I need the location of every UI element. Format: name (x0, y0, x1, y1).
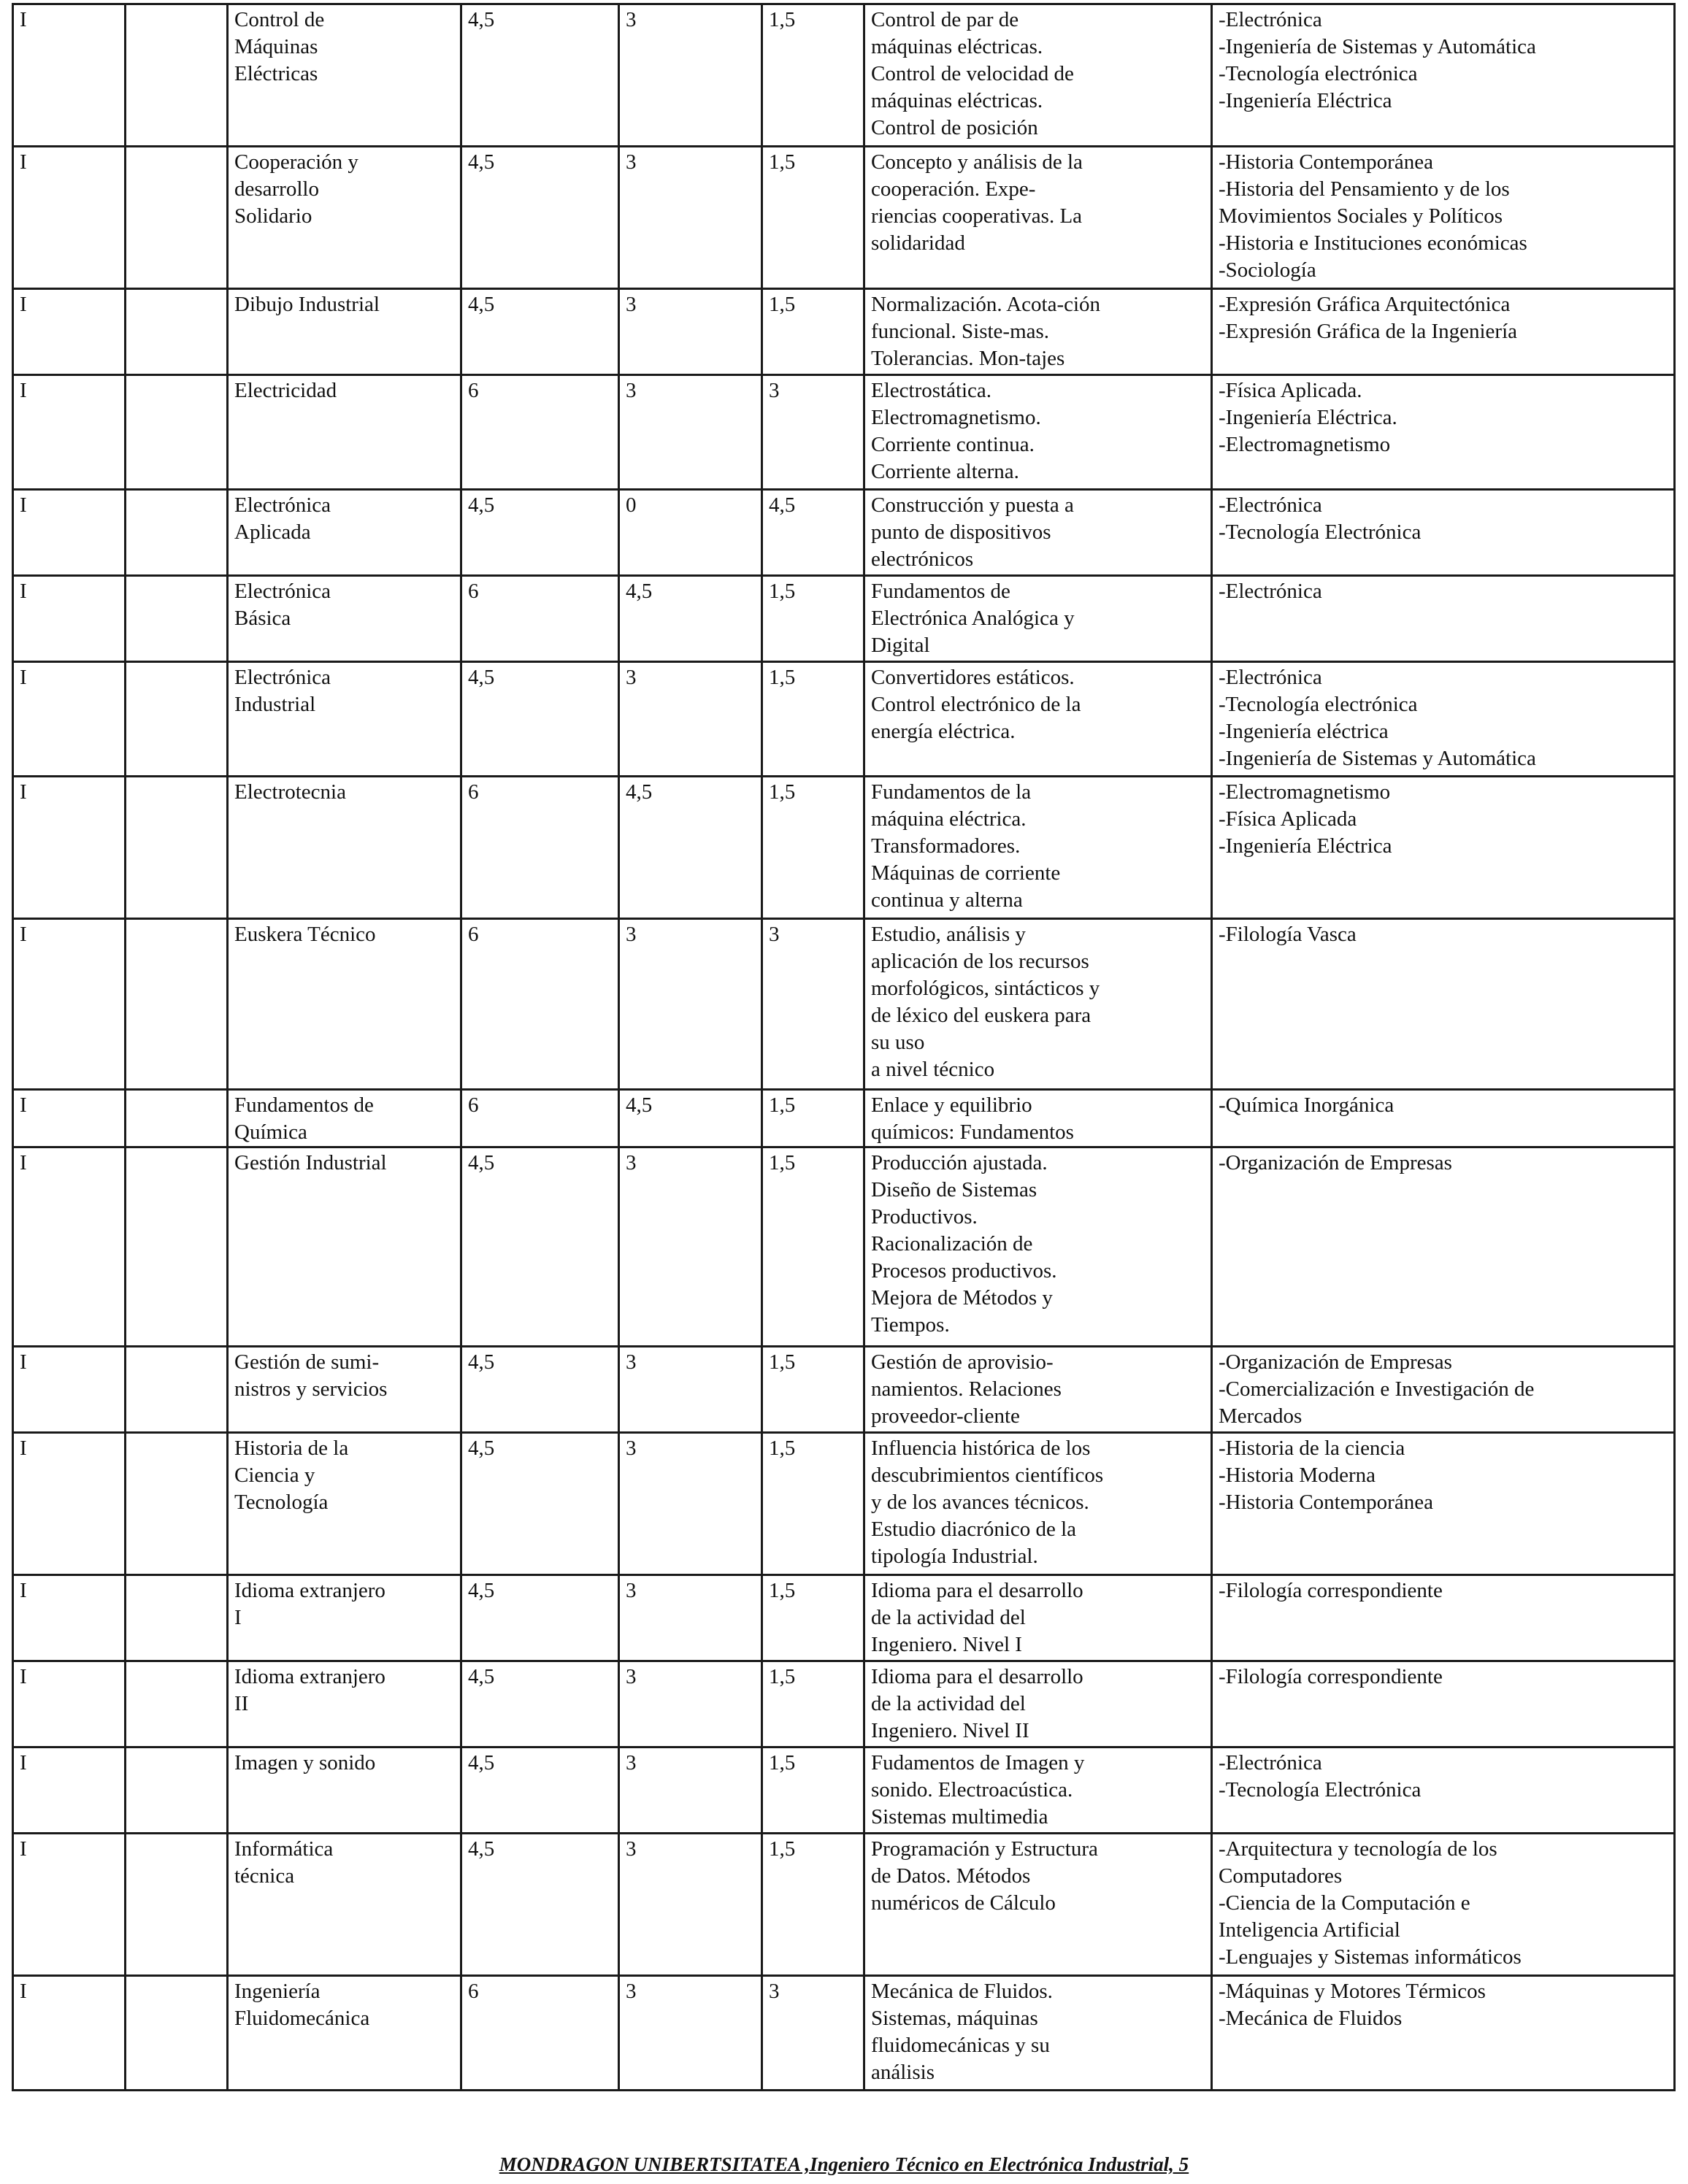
cell-description: Construcción y puesta a punto de dispositivos electrónicos (864, 490, 1212, 576)
cell-subject: Ingeniería Fluidomecánica (228, 1976, 461, 2091)
cell-subject: Fundamentos de Química (228, 1090, 461, 1147)
cell-description: Producción ajustada. Diseño de Sistemas Productivos. Racionalización de Procesos productivos. Mejora de Métodos y Tiempos. (864, 1147, 1212, 1347)
cell-type: I (13, 919, 126, 1090)
cell-credits-practice: 1,5 (762, 289, 864, 375)
cell-description: Gestión de aprovisio- namientos. Relaciones proveedor-cliente (864, 1347, 1212, 1433)
cell-description: Fundamentos de la máquina eléctrica. Transformadores. Máquinas de corriente continua y alterna (864, 777, 1212, 919)
cell-credits-total: 4,5 (461, 1575, 619, 1661)
cell-description: Normalización. Acota-ción funcional. Siste-mas. Tolerancias. Mon-tajes (864, 289, 1212, 375)
cell-credits-total: 4,5 (461, 4, 619, 147)
cell-description: Electrostática. Electromagnetismo. Corriente continua. Corriente alterna. (864, 375, 1212, 490)
cell-credits-total: 4,5 (461, 490, 619, 576)
cell-subject: Informática técnica (228, 1834, 461, 1976)
table-row (13, 1976, 1675, 2091)
cell-subject: Dibujo Industrial (228, 289, 461, 375)
cell-blank (126, 1747, 228, 1834)
cell-subject: Cooperación y desarrollo Solidario (228, 147, 461, 289)
cell-description: Enlace y equilibrio químicos: Fundamentos (864, 1090, 1212, 1147)
cell-subject: Electrónica Básica (228, 576, 461, 662)
cell-credits-theory: 3 (619, 1433, 762, 1575)
cell-credits-theory: 3 (619, 1834, 762, 1976)
table-row (13, 1575, 1675, 1661)
table-row (13, 919, 1675, 1090)
cell-credits-practice: 1,5 (762, 1147, 864, 1347)
cell-type: I (13, 1976, 126, 2091)
cell-type: I (13, 490, 126, 576)
cell-credits-practice: 1,5 (762, 4, 864, 147)
cell-credits-total: 4,5 (461, 662, 619, 777)
cell-credits-practice: 3 (762, 1976, 864, 2091)
cell-credits-total: 6 (461, 777, 619, 919)
cell-knowledge-areas: -Filología Vasca (1212, 919, 1675, 1090)
cell-credits-total: 6 (461, 375, 619, 490)
cell-credits-theory: 3 (619, 1147, 762, 1347)
cell-credits-theory: 3 (619, 1976, 762, 2091)
cell-description: Idioma para el desarrollo de la actividad del Ingeniero. Nivel I (864, 1575, 1212, 1661)
cell-credits-theory: 3 (619, 1347, 762, 1433)
cell-credits-practice: 1,5 (762, 1834, 864, 1976)
cell-type: I (13, 1347, 126, 1433)
cell-type: I (13, 1090, 126, 1147)
table-body (13, 4, 1675, 2091)
cell-blank (126, 1976, 228, 2091)
table-row (13, 1747, 1675, 1834)
cell-credits-total: 4,5 (461, 1747, 619, 1834)
cell-knowledge-areas: -Expresión Gráfica Arquitectónica -Expresión Gráfica de la Ingeniería (1212, 289, 1675, 375)
cell-description: Concepto y análisis de la cooperación. Expe- riencias cooperativas. La solidaridad (864, 147, 1212, 289)
cell-blank (126, 4, 228, 147)
cell-description: Fundamentos de Electrónica Analógica y Digital (864, 576, 1212, 662)
cell-subject: Control de Máquinas Eléctricas (228, 4, 461, 147)
table-row (13, 1834, 1675, 1976)
table-row (13, 1347, 1675, 1433)
cell-blank (126, 919, 228, 1090)
cell-credits-practice: 1,5 (762, 662, 864, 777)
cell-credits-practice: 3 (762, 375, 864, 490)
cell-credits-practice: 1,5 (762, 1347, 864, 1433)
cell-blank (126, 1090, 228, 1147)
cell-blank (126, 662, 228, 777)
cell-type: I (13, 4, 126, 147)
cell-credits-total: 4,5 (461, 1433, 619, 1575)
cell-knowledge-areas: -Organización de Empresas (1212, 1147, 1675, 1347)
cell-credits-practice: 4,5 (762, 490, 864, 576)
cell-blank (126, 1147, 228, 1347)
table-row (13, 576, 1675, 662)
table-row (13, 147, 1675, 289)
page-footer: MONDRAGON UNIBERTSITATEA ,Ingeniero Técnico en Electrónica Industrial, 5 (499, 2153, 1189, 2175)
cell-credits-practice: 1,5 (762, 576, 864, 662)
cell-credits-theory: 3 (619, 1661, 762, 1747)
cell-blank (126, 576, 228, 662)
cell-description: Estudio, análisis y aplicación de los recursos morfológicos, sintácticos y de léxico del euskera para su uso a nivel técnico (864, 919, 1212, 1090)
cell-credits-total: 6 (461, 1090, 619, 1147)
cell-knowledge-areas: -Electromagnetismo -Física Aplicada -Ingeniería Eléctrica (1212, 777, 1675, 919)
cell-description: Control de par de máquinas eléctricas. Control de velocidad de máquinas eléctricas. Control de posición (864, 4, 1212, 147)
cell-credits-theory: 3 (619, 1747, 762, 1834)
cell-knowledge-areas: -Física Aplicada. -Ingeniería Eléctrica. -Electromagnetismo (1212, 375, 1675, 490)
cell-subject: Idioma extranjero II (228, 1661, 461, 1747)
cell-blank (126, 289, 228, 375)
cell-credits-total: 6 (461, 1976, 619, 2091)
cell-blank (126, 147, 228, 289)
cell-credits-theory: 3 (619, 919, 762, 1090)
table-row (13, 490, 1675, 576)
cell-subject: Electricidad (228, 375, 461, 490)
cell-description: Programación y Estructura de Datos. Métodos numéricos de Cálculo (864, 1834, 1212, 1976)
cell-subject: Idioma extranjero I (228, 1575, 461, 1661)
cell-description: Convertidores estáticos. Control electrónico de la energía eléctrica. (864, 662, 1212, 777)
cell-blank (126, 1661, 228, 1747)
table-row (13, 1433, 1675, 1575)
cell-description: Influencia histórica de los descubrimientos científicos y de los avances técnicos. Estudio diacrónico de la tipología Industrial. (864, 1433, 1212, 1575)
cell-subject: Electrónica Aplicada (228, 490, 461, 576)
subjects-table (12, 3, 1676, 2091)
cell-credits-theory: 4,5 (619, 1090, 762, 1147)
cell-blank (126, 777, 228, 919)
cell-type: I (13, 375, 126, 490)
cell-credits-total: 6 (461, 576, 619, 662)
cell-description: Fudamentos de Imagen y sonido. Electroacústica. Sistemas multimedia (864, 1747, 1212, 1834)
cell-knowledge-areas: -Química Inorgánica (1212, 1090, 1675, 1147)
cell-subject: Euskera Técnico (228, 919, 461, 1090)
cell-knowledge-areas: -Historia Contemporánea -Historia del Pensamiento y de los Movimientos Sociales y Políticos -Historia e Instituciones económicas -Sociología (1212, 147, 1675, 289)
cell-subject: Electrónica Industrial (228, 662, 461, 777)
cell-blank (126, 1575, 228, 1661)
cell-credits-total: 4,5 (461, 289, 619, 375)
cell-credits-total: 6 (461, 919, 619, 1090)
cell-knowledge-areas: -Filología correspondiente (1212, 1575, 1675, 1661)
cell-credits-total: 4,5 (461, 1147, 619, 1347)
cell-knowledge-areas: -Electrónica (1212, 576, 1675, 662)
cell-credits-theory: 4,5 (619, 576, 762, 662)
cell-blank (126, 1834, 228, 1976)
cell-type: I (13, 1147, 126, 1347)
cell-type: I (13, 662, 126, 777)
cell-credits-theory: 3 (619, 662, 762, 777)
cell-description: Mecánica de Fluidos. Sistemas, máquinas fluidomecánicas y su análisis (864, 1976, 1212, 2091)
cell-knowledge-areas: -Historia de la ciencia -Historia Moderna -Historia Contemporánea (1212, 1433, 1675, 1575)
cell-credits-practice: 1,5 (762, 1575, 864, 1661)
table-row (13, 777, 1675, 919)
cell-knowledge-areas: -Arquitectura y tecnología de los Computadores -Ciencia de la Computación e Inteligencia Artificial -Lenguajes y Sistemas informáticos (1212, 1834, 1675, 1976)
cell-subject: Electrotecnia (228, 777, 461, 919)
cell-type: I (13, 1747, 126, 1834)
cell-credits-theory: 3 (619, 1575, 762, 1661)
cell-blank (126, 1347, 228, 1433)
table-row (13, 1661, 1675, 1747)
cell-credits-total: 4,5 (461, 1661, 619, 1747)
cell-credits-practice: 1,5 (762, 147, 864, 289)
cell-credits-theory: 3 (619, 375, 762, 490)
cell-credits-practice: 1,5 (762, 1090, 864, 1147)
cell-subject: Historia de la Ciencia y Tecnología (228, 1433, 461, 1575)
cell-blank (126, 1433, 228, 1575)
cell-blank (126, 490, 228, 576)
cell-type: I (13, 1575, 126, 1661)
table-row (13, 4, 1675, 147)
cell-credits-theory: 0 (619, 490, 762, 576)
cell-credits-theory: 3 (619, 289, 762, 375)
cell-type: I (13, 777, 126, 919)
cell-credits-practice: 3 (762, 919, 864, 1090)
cell-credits-practice: 1,5 (762, 777, 864, 919)
cell-credits-practice: 1,5 (762, 1661, 864, 1747)
cell-credits-theory: 3 (619, 4, 762, 147)
cell-credits-practice: 1,5 (762, 1747, 864, 1834)
cell-subject: Imagen y sonido (228, 1747, 461, 1834)
cell-knowledge-areas: -Electrónica -Ingeniería de Sistemas y Automática -Tecnología electrónica -Ingeniería Eléctrica (1212, 4, 1675, 147)
cell-subject: Gestión de sumi- nistros y servicios (228, 1347, 461, 1433)
cell-description: Idioma para el desarrollo de la actividad del Ingeniero. Nivel II (864, 1661, 1212, 1747)
cell-type: I (13, 576, 126, 662)
cell-knowledge-areas: -Organización de Empresas -Comercialización e Investigación de Mercados (1212, 1347, 1675, 1433)
cell-credits-theory: 3 (619, 147, 762, 289)
cell-credits-practice: 1,5 (762, 1433, 864, 1575)
cell-credits-total: 4,5 (461, 1347, 619, 1433)
cell-subject: Gestión Industrial (228, 1147, 461, 1347)
cell-credits-total: 4,5 (461, 1834, 619, 1976)
table-row (13, 1090, 1675, 1147)
cell-type: I (13, 1834, 126, 1976)
cell-type: I (13, 147, 126, 289)
cell-knowledge-areas: -Electrónica -Tecnología electrónica -Ingeniería eléctrica -Ingeniería de Sistemas y Automática (1212, 662, 1675, 777)
cell-type: I (13, 289, 126, 375)
cell-knowledge-areas: -Electrónica -Tecnología Electrónica (1212, 490, 1675, 576)
cell-type: I (13, 1433, 126, 1575)
cell-type: I (13, 1661, 126, 1747)
table-row (13, 375, 1675, 490)
cell-knowledge-areas: -Electrónica -Tecnología Electrónica (1212, 1747, 1675, 1834)
cell-knowledge-areas: -Filología correspondiente (1212, 1661, 1675, 1747)
table-row (13, 289, 1675, 375)
cell-credits-total: 4,5 (461, 147, 619, 289)
cell-knowledge-areas: -Máquinas y Motores Térmicos -Mecánica de Fluidos (1212, 1976, 1675, 2091)
table-row (13, 1147, 1675, 1347)
cell-credits-theory: 4,5 (619, 777, 762, 919)
cell-blank (126, 375, 228, 490)
table-row (13, 662, 1675, 777)
